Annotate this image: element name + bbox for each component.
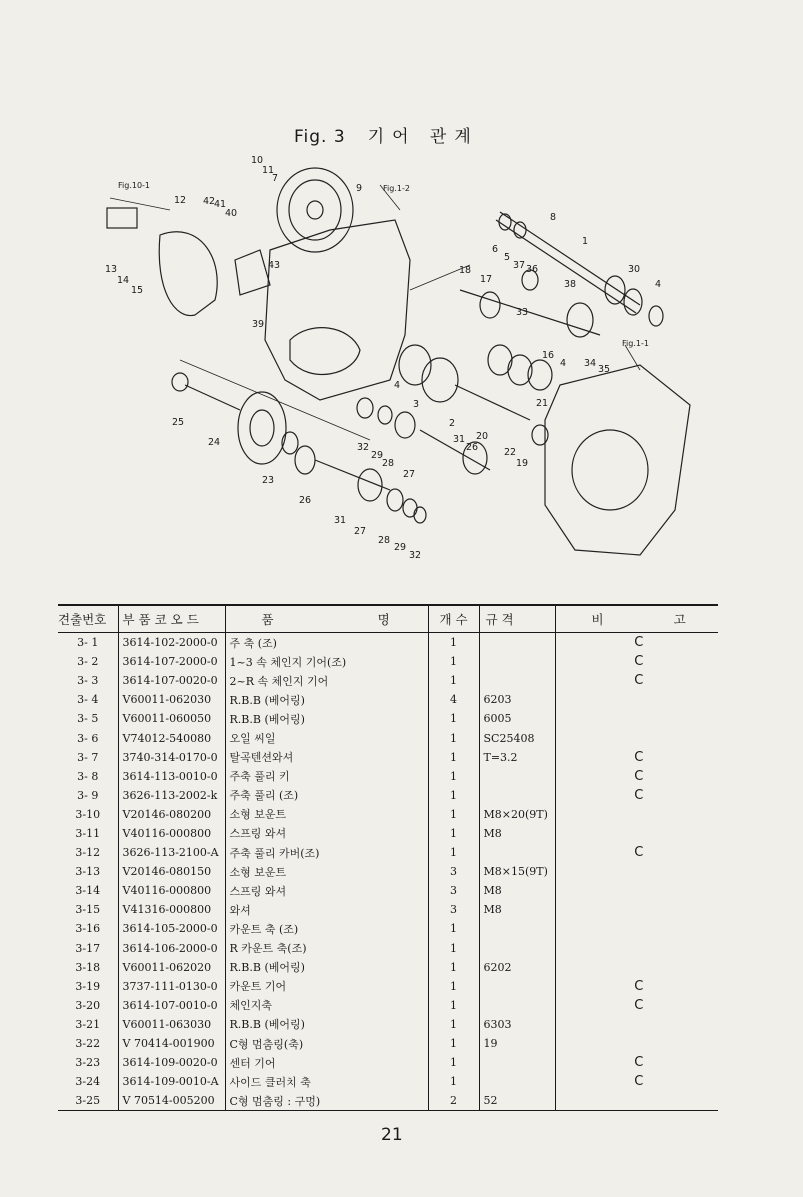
- table-row: [58, 900, 718, 919]
- cell-code: V74012-540080: [118, 728, 225, 747]
- cell-no: 3- 5: [77, 712, 99, 726]
- callout-labels: [105, 155, 661, 561]
- cell-spec: 6303: [479, 1015, 555, 1034]
- callout-label: 28: [382, 458, 395, 469]
- cell-spec: [479, 996, 555, 1015]
- cell-no: 3- 7: [77, 750, 99, 764]
- col-header-code-label: 부 품 코 오 드: [122, 612, 199, 627]
- cell-code: 3614-107-0010-0: [118, 996, 225, 1015]
- callout-label: 36: [526, 264, 539, 275]
- cell-name: R.B.B (베어링): [225, 958, 428, 977]
- cell-remark: [555, 939, 718, 958]
- cell-spec: 19: [479, 1034, 555, 1053]
- cell-code: V20146-080200: [118, 805, 225, 824]
- callout-label: 22: [504, 447, 517, 458]
- table-row: [58, 709, 718, 728]
- cell-spec: [479, 652, 555, 671]
- callout-label: 3: [413, 399, 420, 410]
- cell-spec: M8×20(9T): [479, 805, 555, 824]
- table-row: [58, 1053, 718, 1072]
- callout-label: 43: [268, 260, 281, 271]
- parts-table: [58, 604, 718, 1111]
- table-row: [58, 748, 718, 767]
- cell-qty: 3: [428, 881, 479, 900]
- callout-label: 29: [371, 450, 384, 461]
- figure-title: [294, 122, 479, 147]
- table-row: [58, 843, 718, 862]
- cell-spec: 6202: [479, 958, 555, 977]
- pulley-cover-drawing: [159, 232, 217, 316]
- cell-qty: 2: [428, 1091, 479, 1111]
- table-row: [58, 671, 718, 690]
- callout-label: 4: [394, 380, 401, 391]
- cell-qty: 1: [428, 1015, 479, 1034]
- cell-remark: [555, 919, 718, 938]
- cell-no: 3-18: [75, 960, 101, 974]
- col-header-code: [118, 605, 225, 633]
- cell-qty: 1: [428, 709, 479, 728]
- cell-spec: [479, 767, 555, 786]
- cell-code: V60011-060050: [118, 709, 225, 728]
- cell-spec: [479, 843, 555, 862]
- cell-qty: 1: [428, 671, 479, 690]
- callout-label: 19: [516, 458, 529, 469]
- cell-remark: C: [555, 1072, 718, 1091]
- cell-name: 소형 보운트: [225, 805, 428, 824]
- cell-qty: 3: [428, 862, 479, 881]
- cell-name: 주축 풀리 키: [225, 767, 428, 786]
- cell-name: R.B.B (베어링): [225, 690, 428, 709]
- main-shaft-drawing: [500, 212, 640, 305]
- big-gear-drawing: [238, 392, 286, 464]
- cell-spec: M8: [479, 900, 555, 919]
- cell-no: 3-17: [75, 941, 101, 955]
- callout-label: 1: [582, 236, 589, 247]
- cell-spec: [479, 786, 555, 805]
- callout-label: 20: [476, 431, 489, 442]
- cell-remark: [555, 881, 718, 900]
- cell-code: 3740-314-0170-0: [118, 748, 225, 767]
- cell-qty: 1: [428, 958, 479, 977]
- callout-label: 40: [225, 208, 238, 219]
- table-row: [58, 1091, 718, 1111]
- cell-qty: 1: [428, 919, 479, 938]
- table-row: [58, 862, 718, 881]
- cell-code: 3626-113-2002-k: [118, 786, 225, 805]
- cell-code: V60011-063030: [118, 1015, 225, 1034]
- cell-remark: C: [555, 996, 718, 1015]
- cell-code: 3626-113-2100-A: [118, 843, 225, 862]
- callout-label: 4: [560, 358, 567, 369]
- table-row: [58, 786, 718, 805]
- cell-remark: C: [555, 633, 718, 653]
- table-row: [58, 824, 718, 843]
- col-header-remark-label-2: 고: [673, 612, 686, 627]
- cell-spec: [479, 633, 555, 653]
- cell-no: 3-20: [75, 998, 101, 1012]
- cell-code: 3614-102-2000-0: [118, 633, 225, 653]
- cell-remark: [555, 805, 718, 824]
- cell-name: R.B.B (베어링): [225, 709, 428, 728]
- transmission-case-left: [265, 220, 410, 400]
- cell-qty: 1: [428, 786, 479, 805]
- cell-no: 3- 8: [77, 769, 99, 783]
- cell-remark: C: [555, 652, 718, 671]
- cell-no: 3-23: [75, 1056, 101, 1070]
- cell-no: 3-16: [75, 922, 101, 936]
- table-row: [58, 919, 718, 938]
- cell-spec: 6203: [479, 690, 555, 709]
- page-number: 21: [381, 1125, 403, 1145]
- cell-spec: SC25408: [479, 728, 555, 747]
- callout-label: 24: [208, 437, 221, 448]
- cell-no: 3- 2: [77, 655, 99, 669]
- callout-label: 5: [504, 252, 511, 263]
- cell-code: 3614-107-2000-0: [118, 652, 225, 671]
- table-row: [58, 977, 718, 996]
- cell-name: R.B.B (베어링): [225, 1015, 428, 1034]
- cell-no: 3-11: [75, 826, 101, 840]
- callout-label: 37: [513, 260, 526, 271]
- callout-label: 21: [536, 398, 549, 409]
- callout-label: 6: [492, 244, 499, 255]
- table-row: [58, 633, 718, 653]
- cell-qty: 1: [428, 767, 479, 786]
- cell-name: 와셔: [225, 900, 428, 919]
- cell-remark: [555, 709, 718, 728]
- cell-name: 센터 기어: [225, 1053, 428, 1072]
- cell-qty: 1: [428, 652, 479, 671]
- callout-label: 28: [378, 535, 391, 546]
- callout-label: 35: [598, 364, 611, 375]
- cell-remark: [555, 958, 718, 977]
- fig-ref-1-1: Fig.1-1: [622, 339, 649, 348]
- cell-code: 3614-106-2000-0: [118, 939, 225, 958]
- cell-remark: C: [555, 786, 718, 805]
- callout-label: 14: [117, 275, 130, 286]
- callout-label: 38: [564, 279, 577, 290]
- callout-label: 42: [203, 196, 216, 207]
- table-row: [58, 767, 718, 786]
- cell-code: V20146-080150: [118, 862, 225, 881]
- callout-label: 39: [252, 319, 265, 330]
- cell-name: 오일 씨일: [225, 728, 428, 747]
- cell-name: 1~3 속 체인지 기어(조): [225, 652, 428, 671]
- table-row: [58, 939, 718, 958]
- cell-name: 카운트 축 (조): [225, 919, 428, 938]
- cell-qty: 3: [428, 900, 479, 919]
- col-header-remark-label: 비: [591, 612, 604, 627]
- cell-name: 카운트 기어: [225, 977, 428, 996]
- cell-name: 탈곡텐션와셔: [225, 748, 428, 767]
- cell-qty: 1: [428, 805, 479, 824]
- cell-spec: [479, 671, 555, 690]
- col-header-no: 견출번호: [58, 605, 118, 633]
- cell-no: 3-13: [75, 865, 101, 879]
- cell-spec: T=3.2: [479, 748, 555, 767]
- cell-remark: [555, 824, 718, 843]
- cell-no: 3-19: [75, 979, 101, 993]
- table-row: [58, 881, 718, 900]
- cell-code: V41316-000800: [118, 900, 225, 919]
- cell-spec: [479, 919, 555, 938]
- cell-qty: 4: [428, 690, 479, 709]
- callout-label: 31: [453, 434, 466, 445]
- callout-label: 31: [334, 515, 347, 526]
- cell-code: 3614-107-0020-0: [118, 671, 225, 690]
- fig-ref-10-1: Fig.10-1: [118, 181, 151, 190]
- table-row: [58, 996, 718, 1015]
- col-header-spec: 규 격: [479, 605, 555, 633]
- cell-no: 3- 3: [77, 674, 99, 688]
- cell-no: 3-22: [75, 1037, 101, 1051]
- cell-remark: C: [555, 767, 718, 786]
- cell-no: 3-14: [75, 884, 101, 898]
- cell-name: 스프링 와셔: [225, 881, 428, 900]
- table-row: [58, 1072, 718, 1091]
- cell-code: 3737-111-0130-0: [118, 977, 225, 996]
- cell-code: V 70514-005200: [118, 1091, 225, 1111]
- callout-label: 15: [131, 285, 144, 296]
- table-row: [58, 958, 718, 977]
- cell-no: 3-15: [75, 903, 101, 917]
- callout-label: 2: [449, 418, 456, 429]
- callout-label: 12: [174, 195, 187, 206]
- cell-name: 주축 풀리 (조): [225, 786, 428, 805]
- cell-remark: [555, 862, 718, 881]
- cell-name: C형 멈춤링 : 구멍): [225, 1091, 428, 1111]
- figure-number: Fig. 3: [294, 127, 346, 147]
- callout-label: 8: [550, 212, 557, 223]
- callout-label: 29: [394, 542, 407, 553]
- cell-qty: 1: [428, 728, 479, 747]
- cell-qty: 1: [428, 996, 479, 1015]
- cell-spec: [479, 977, 555, 996]
- cell-code: V40116-000800: [118, 824, 225, 843]
- callout-label: 27: [354, 526, 367, 537]
- cell-remark: [555, 1015, 718, 1034]
- cell-no: 3- 9: [77, 788, 99, 802]
- cell-qty: 1: [428, 633, 479, 653]
- cell-no: 3- 1: [77, 636, 99, 650]
- callout-label: 30: [628, 264, 641, 275]
- cell-no: 3-12: [75, 846, 101, 860]
- cell-qty: 1: [428, 748, 479, 767]
- cell-spec: 6005: [479, 709, 555, 728]
- callout-label: 9: [356, 183, 363, 194]
- callout-label: 16: [542, 350, 555, 361]
- callout-label: 32: [357, 442, 370, 453]
- callout-label: 17: [480, 274, 493, 285]
- cell-qty: 1: [428, 1072, 479, 1091]
- callout-label: 33: [516, 307, 529, 318]
- cell-no: 3-24: [75, 1075, 101, 1089]
- cell-code: V 70414-001900: [118, 1034, 225, 1053]
- table-row: [58, 728, 718, 747]
- callout-label: 4: [655, 279, 662, 290]
- cell-spec: [479, 939, 555, 958]
- cell-remark: [555, 690, 718, 709]
- cell-code: V60011-062020: [118, 958, 225, 977]
- callout-label: 13: [105, 264, 118, 275]
- cell-qty: 1: [428, 824, 479, 843]
- col-header-qty: 개 수: [428, 605, 479, 633]
- cell-name: 주 축 (조): [225, 633, 428, 653]
- cell-remark: [555, 728, 718, 747]
- callout-label: 7: [272, 173, 279, 184]
- cell-name: R 카운트 축(조): [225, 939, 428, 958]
- cell-qty: 1: [428, 1034, 479, 1053]
- cell-name: 주축 풀리 카버(조): [225, 843, 428, 862]
- cell-name: 스프링 와셔: [225, 824, 428, 843]
- cell-code: 3614-109-0020-0: [118, 1053, 225, 1072]
- cell-spec: M8: [479, 881, 555, 900]
- cell-remark: C: [555, 843, 718, 862]
- cell-code: 3614-113-0010-0: [118, 767, 225, 786]
- table-row: [58, 805, 718, 824]
- cell-no: 3-21: [75, 1017, 101, 1031]
- callout-label: 25: [172, 417, 185, 428]
- transmission-case-right: [545, 365, 690, 555]
- callout-label: 11: [262, 165, 275, 176]
- cell-remark: [555, 1091, 718, 1111]
- cell-code: V60011-062030: [118, 690, 225, 709]
- cell-qty: 1: [428, 977, 479, 996]
- cell-spec: [479, 1072, 555, 1091]
- cell-spec: M8×15(9T): [479, 862, 555, 881]
- cell-code: 3614-109-0010-A: [118, 1072, 225, 1091]
- parts-table-body: [58, 633, 718, 1111]
- cell-code: 3614-105-2000-0: [118, 919, 225, 938]
- callout-label: 18: [459, 265, 472, 276]
- cell-remark: [555, 900, 718, 919]
- fig-ref-1-2: Fig.1-2: [383, 184, 410, 193]
- cell-spec: [479, 1053, 555, 1072]
- cell-remark: C: [555, 977, 718, 996]
- cell-remark: C: [555, 671, 718, 690]
- callout-label: 41: [214, 199, 227, 210]
- cell-name: 체인지축: [225, 996, 428, 1015]
- cell-name: 2~R 속 체인지 기어: [225, 671, 428, 690]
- exploded-parts-diagram: [0, 150, 803, 570]
- cell-remark: [555, 1034, 718, 1053]
- callout-label: 32: [409, 550, 422, 561]
- cell-name: C형 멈춤링(축): [225, 1034, 428, 1053]
- col-header-name: [225, 605, 428, 633]
- col-header-name-label: 품: [261, 612, 274, 627]
- callout-label: 26: [299, 495, 312, 506]
- cell-name: 사이드 클러치 축: [225, 1072, 428, 1091]
- cell-no: 3- 6: [77, 731, 99, 745]
- callout-label: 27: [403, 469, 416, 480]
- cell-qty: 1: [428, 843, 479, 862]
- callout-label: 10: [251, 155, 264, 166]
- table-header-row: [58, 605, 718, 633]
- table-row: [58, 690, 718, 709]
- cell-code: V40116-000800: [118, 881, 225, 900]
- col-header-name-label-2: 명: [377, 612, 390, 627]
- cell-qty: 1: [428, 939, 479, 958]
- table-row: [58, 652, 718, 671]
- cell-name: 소형 보운트: [225, 862, 428, 881]
- cell-remark: C: [555, 1053, 718, 1072]
- table-row: [58, 1034, 718, 1053]
- callout-label: 26: [466, 442, 479, 453]
- callout-label: 23: [262, 475, 275, 486]
- cell-remark: C: [555, 748, 718, 767]
- col-header-remark: [555, 605, 718, 633]
- cell-qty: 1: [428, 1053, 479, 1072]
- cell-no: 3- 4: [77, 693, 99, 707]
- figure-title-ko: 기어 관계: [367, 127, 479, 147]
- cell-no: 3-10: [75, 807, 101, 821]
- cell-spec: M8: [479, 824, 555, 843]
- table-row: [58, 1015, 718, 1034]
- callout-label: 34: [584, 358, 597, 369]
- cell-no: 3-25: [58, 1091, 118, 1111]
- cell-spec: 52: [479, 1091, 555, 1111]
